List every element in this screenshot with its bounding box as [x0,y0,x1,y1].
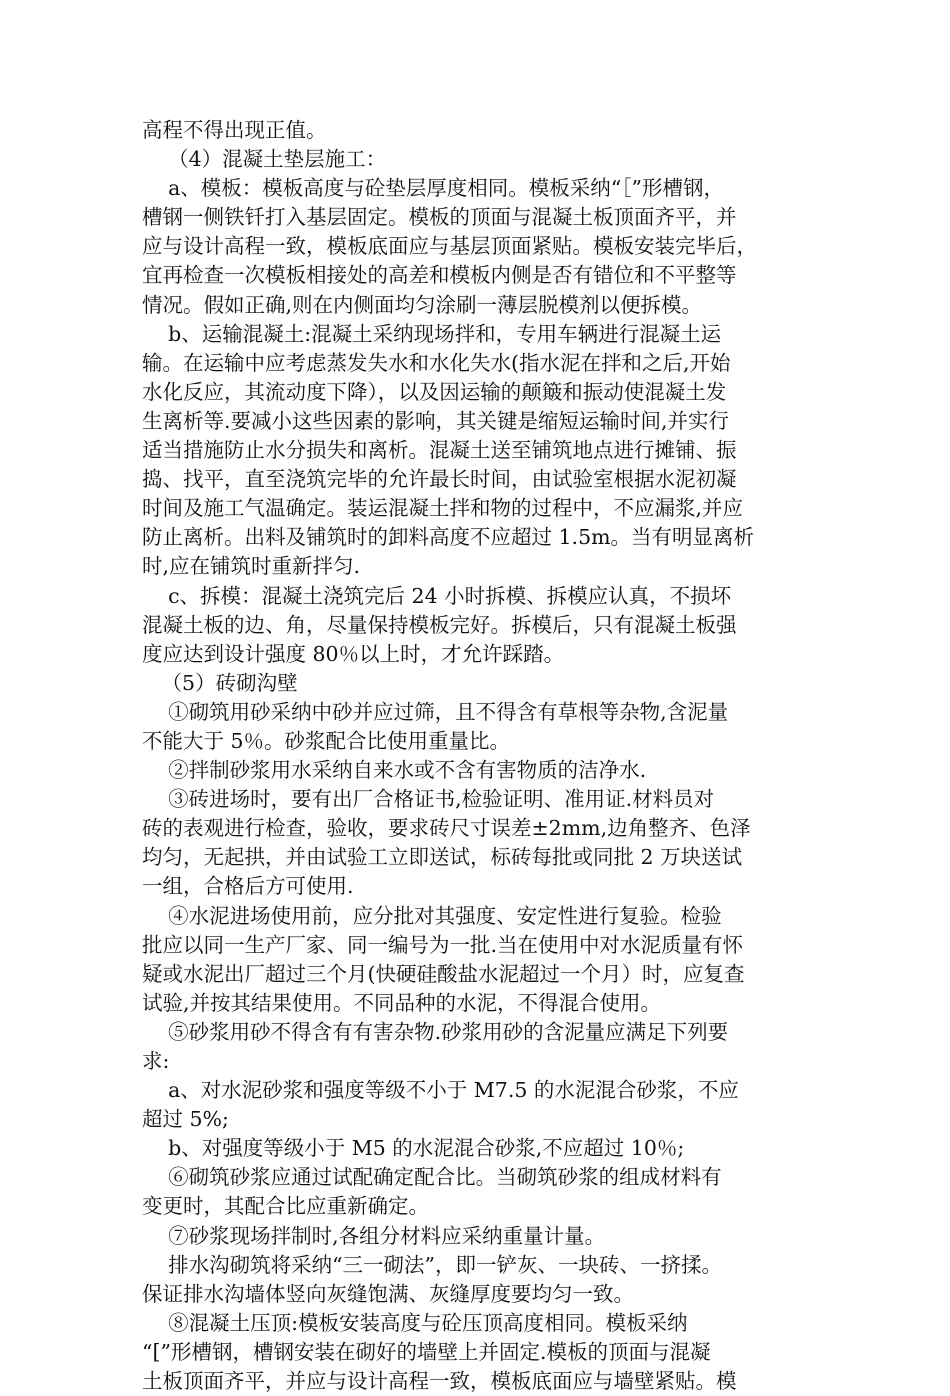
text-line: 保证排水沟墙体竖向灰缝饱满、灰缝厚度要均匀一致。 [142,1281,634,1306]
text-line: 土板顶面齐平，并应与设计高程一致，模板底面应与墙壁紧贴。模 [142,1369,737,1394]
text-line: ⑥砌筑砂浆应通过试配确定配合比。当砌筑砂浆的组成材料有 [142,1165,722,1190]
text-line: 时,应在铺筑时重新拌匀. [142,554,361,579]
text-line: 时间及施工气温确定。装运混凝土拌和物的过程中，不应漏浆,并应 [142,496,744,521]
text-line: ⑦砂浆现场拌制时,各组分材料应采纳重量计量。 [142,1223,606,1248]
text-line: ⑧混凝土压顶:模板安装高度与砼压顶高度相同。模板采纳 [142,1310,688,1335]
text-line: 排水沟砌筑将采纳“三一砌法”，即一铲灰、一块砖、一挤揉。 [142,1252,723,1277]
text-line: 输。在运输中应考虑蒸发失水和水化失水(指水泥在拌和之后,开始 [142,350,731,375]
text-line: （4）混凝土垫层施工： [142,147,387,172]
text-line: ①砌筑用砂采纳中砂并应过筛，且不得含有草根等杂物,含泥量 [142,699,729,724]
text-line: 变更时，其配合比应重新确定。 [142,1194,429,1219]
text-line: 砖的表观进行检查，验收，要求砖尺寸误差±2mm,边角整齐、色泽 [142,816,751,841]
text-line: 不能大于 5％。砂浆配合比使用重量比。 [142,728,511,753]
text-line: b、对强度等级小于 M5 的水泥混合砂浆,不应超过 10％; [142,1136,685,1161]
text-line: ⑤砂浆用砂不得含有有害杂物.砂浆用砂的含泥量应满足下列要 [142,1019,729,1044]
text-line: 一组，合格后方可使用. [142,874,354,899]
text-line: 疑或水泥出厂超过三个月(快硬硅酸盐水泥超过一个月）时，应复查 [142,961,745,986]
text-line: （5）砖砌沟壁 [142,670,298,695]
text-line: 宜再检查一次模板相接处的高差和模板内侧是否有错位和不平整等 [142,263,737,288]
text-line: b、运输混凝土:混凝土采纳现场拌和，专用车辆进行混凝土运 [142,321,722,346]
text-line: c、拆模：混凝土浇筑完后 24 小时拆模、拆模应认真，不损坏 [142,583,732,608]
text-line: 均匀，无起拱，并由试验工立即送试，标砖每批或同批 2 万块送试 [142,845,743,870]
text-line: 水化反应，其流动度下降），以及因运输的颠簸和振动使混凝土发 [142,379,727,404]
text-line: 应与设计高程一致，模板底面应与基层顶面紧贴。模板安装完毕后， [142,234,757,259]
text-line: 试验,并按其结果使用。不同品种的水泥，不得混合使用。 [142,990,662,1015]
text-line: 捣、找平，直至浇筑完毕的允许最长时间，由试验室根据水泥初凝 [142,467,737,492]
text-line: 批应以同一生产厂家、同一编号为一批.当在使用中对水泥质量有怀 [142,932,744,957]
text-line: a、模板：模板高度与砼垫层厚度相同。模板采纳“［”形槽钢， [142,176,724,201]
text-line: 混凝土板的边、角，尽量保持模板完好。拆模后，只有混凝土板强 [142,612,737,637]
text-line: 求: [142,1049,170,1073]
text-line: ④水泥进场使用前，应分批对其强度、安定性进行复验。检验 [142,903,722,928]
text-line: a、对水泥砂浆和强度等级不小于 M7.5 的水泥混合砂浆，不应 [142,1078,739,1103]
text-line: ②拌制砂浆用水采纳自来水或不含有害物质的洁净水. [142,758,647,783]
text-line: 情况。假如正确,则在内侧面均匀涂刷一薄层脱模剂以便拆模。 [142,292,703,317]
text-line: 适当措施防止水分损失和离析。混凝土送至铺筑地点进行摊铺、振 [142,438,737,463]
text-line: “[”形槽钢，槽钢安装在砌好的墙壁上并固定.模板的顶面与混凝 [142,1339,711,1364]
text-line: 生离析等.要减小这些因素的影响，其关键是缩短运输时间,并实行 [142,408,730,433]
text-line: 高程不得出现正值。 [142,118,327,142]
text-line: 槽钢一侧铁钎打入基层固定。模板的顶面与混凝土板顶面齐平，并 [142,205,737,230]
text-line: 度应达到设计强度 80％以上时，才允许踩踏。 [142,641,565,666]
text-line: ③砖进场时，要有出厂合格证书,检验证明、准用证.材料员对 [142,787,715,812]
text-line: 超过 5%; [142,1107,229,1132]
text-line: 防止离析。出料及铺筑时的卸料高度不应超过 1.5m。当有明显离析 [142,525,755,550]
body-text [142,116,810,1396]
